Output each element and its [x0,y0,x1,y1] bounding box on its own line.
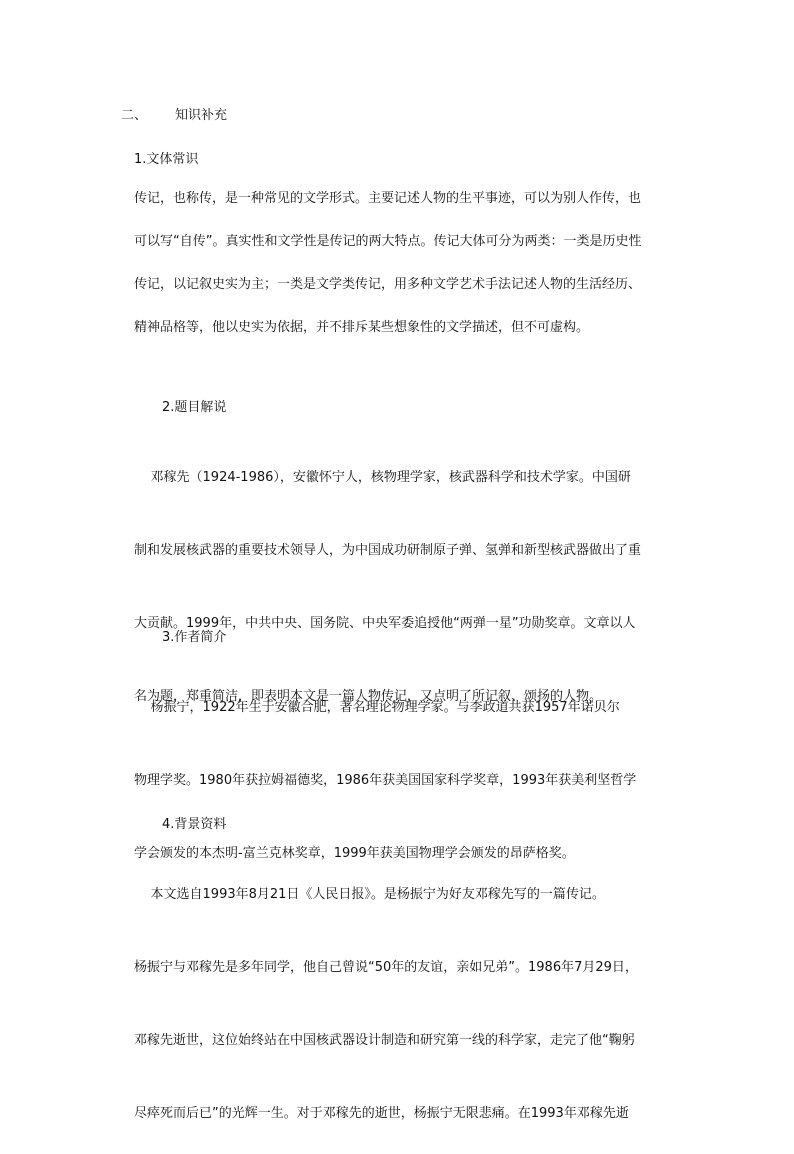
paragraph-line: 邓稼先逝世，这位始终站在中国核武器设计制造和研究第一线的科学家，走完了他“鞠躬 [134,1033,635,1048]
paragraph-line: 传记，也称传，是一种常见的文学形式。主要记述人物的生平事迹，可以为别人作传，也 [134,191,642,206]
paragraph-line: 制和发展核武器的重要技术领导人，为中国成功研制原子弹、氢弹和新型核武器做出了重 [134,543,642,558]
paragraph-line: 精神品格等，他以史实为依据，并不排斥某些想象性的文学描述，但不可虚构。 [134,320,590,335]
section-heading [121,106,227,126]
subsection-heading-title: 2.题目解说 [162,400,227,415]
paragraph-line: 名为题，郑重简洁，即表明本文是一篇人物传记，又点明了所记叙、颂扬的人物。 [134,689,603,704]
paragraph-line: 学会颁发的本杰明-富兰克林奖章，1999年获美国物理学会颁发的昂萨格奖。 [134,846,575,861]
paragraph-line: 杨振宁，1922年生于安徽合肥，著名理论物理学家。与李政道共获1957年诺贝尔 [134,700,620,715]
paragraph-genre [134,189,694,338]
paragraph-line: 大贡献。1999年，中共中央、国务院、中央军委追授他“两弹一星”功勋奖章。文章以人 [134,616,636,631]
paragraph-line: 可以写“自传”。真实性和文学性是传记的两大特点。传记大体可分为两类：一类是历史性 [134,234,642,249]
subsection-heading-genre: 1.文体常识 [134,152,199,167]
paragraph-line: 本文选自1993年8月21日《人民日报》。是杨振宁为好友邓稼先写的一篇传记。 [134,887,605,902]
section-title: 知识补充 [175,108,228,123]
paragraph-line: 杨振宁与邓稼先是多年同学，他自己曾说“50年的友谊，亲如兄弟”。1986年7月29日， [134,960,638,975]
paragraph-line: 尽瘁死而后已”的光辉一生。对于邓稼先的逝世，杨振宁无限悲痛。在1993年邓稼先逝 [134,1106,629,1121]
paragraph-line: 物理学奖。1980年获拉姆福德奖，1986年获美国国家科学奖章，1993年获美利坚哲学 [134,773,637,788]
paragraph-line: 传记，以记叙史实为主；一类是文学类传记，用多种文学艺术手法记述人物的生活经历、 [134,277,642,292]
section-number: 二、 [121,108,148,123]
paragraph-background [134,855,694,1154]
subsection-heading-author: 3.作者简介 [162,630,227,645]
subsection-heading-background: 4.背景资料 [162,817,227,832]
paragraph-line: 邓稼先（1924-1986），安徽怀宁人，核物理学家，核武器科学和技术学家。中国研 [134,470,631,485]
